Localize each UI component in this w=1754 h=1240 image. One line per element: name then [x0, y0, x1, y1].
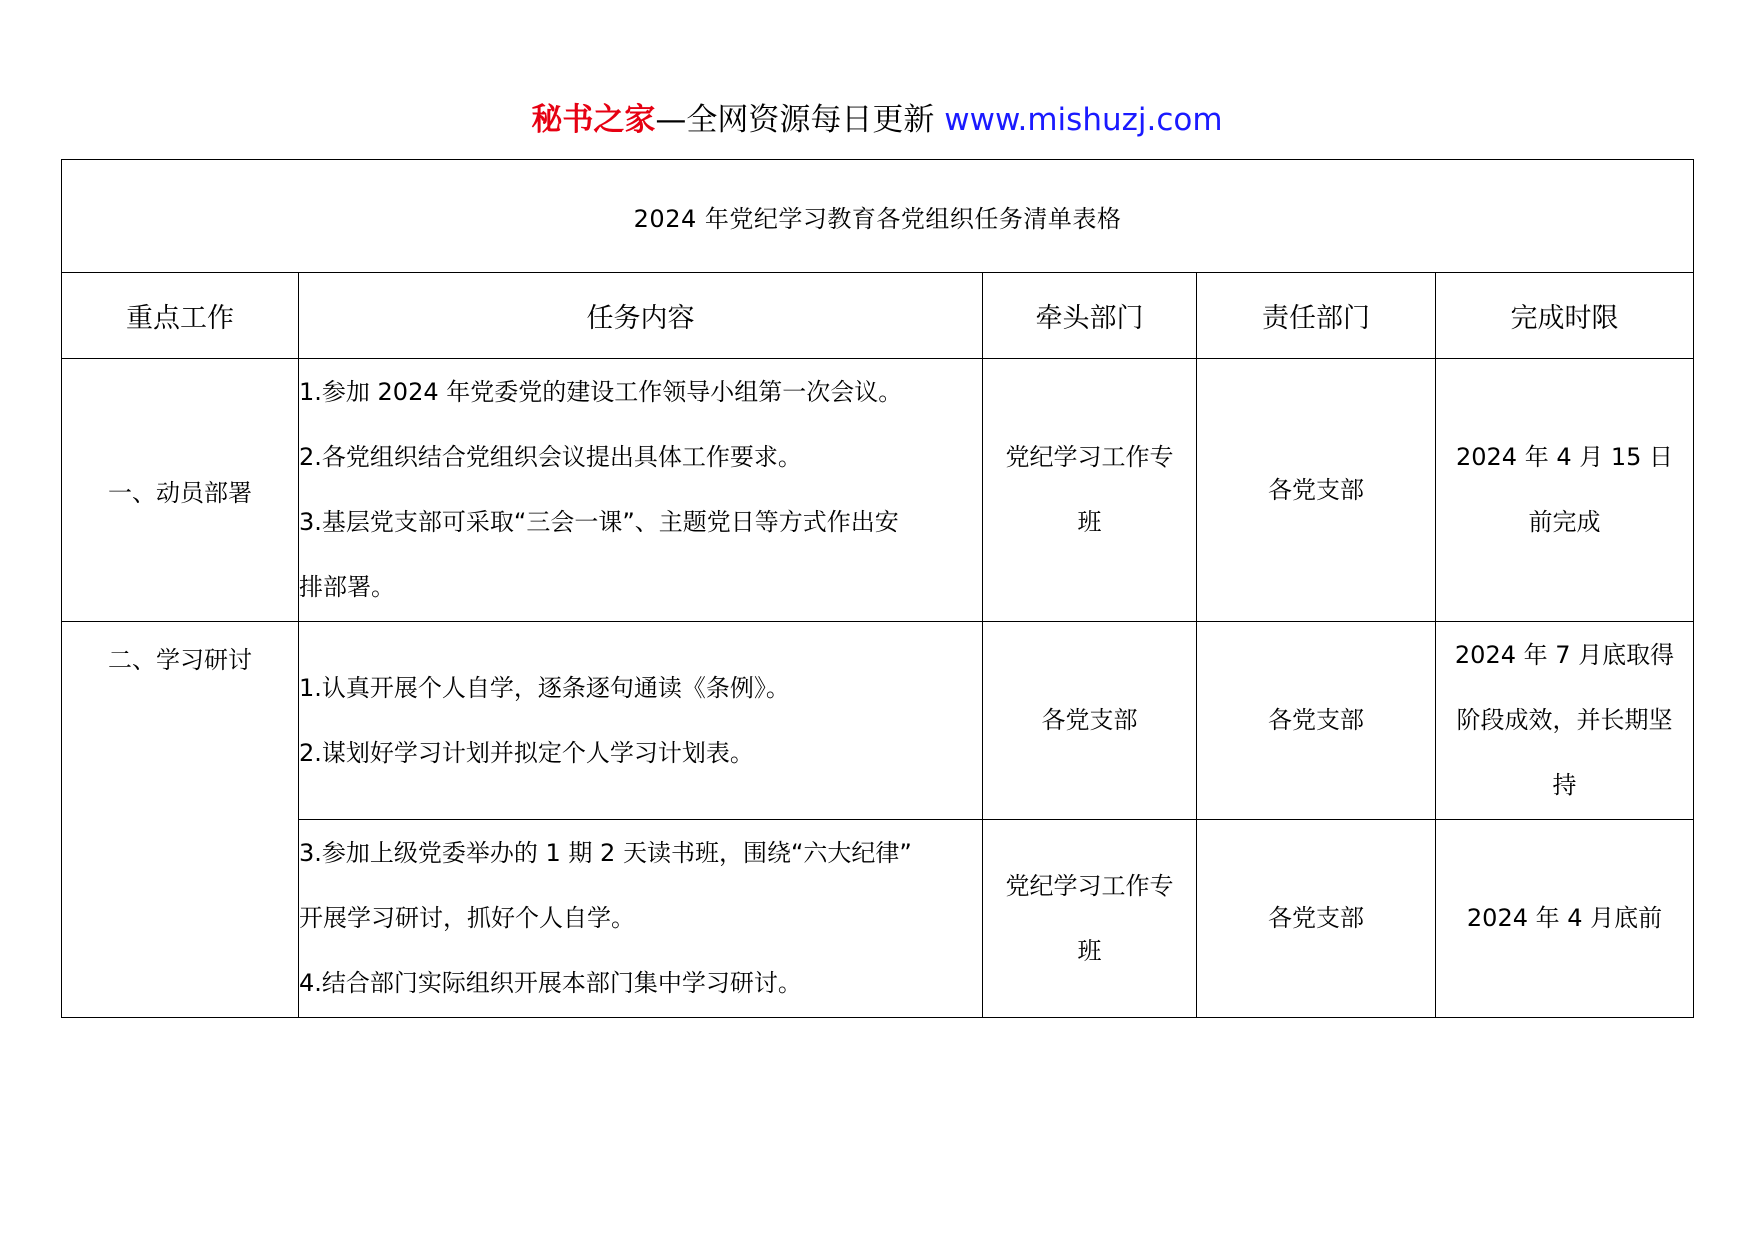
deadline-text: 持	[1552, 771, 1577, 799]
task-item: 开展学习研讨，抓好个人自学。	[299, 904, 635, 932]
key-work-cell: 一、动员部署	[62, 359, 299, 622]
task-item: 3.基层党支部可采取“三会一课”、主题党日等方式作出安	[299, 508, 899, 536]
column-header-resp-dept: 责任部门	[1197, 273, 1436, 359]
site-brand: 秘书之家	[531, 102, 656, 138]
task-item: 2.各党组织结合党组织会议提出具体工作要求。	[299, 443, 802, 471]
resp-dept-cell: 各党支部	[1197, 622, 1436, 820]
key-work-cell: 二、学习研讨	[62, 622, 299, 1018]
task-list-table	[61, 159, 1694, 1018]
column-header-task-content: 任务内容	[299, 273, 983, 359]
lead-dept-text: 班	[1077, 508, 1102, 536]
deadline-cell	[1436, 359, 1694, 622]
task-item: 排部署。	[299, 573, 395, 601]
deadline-text: 2024 年 4 月 15 日	[1456, 443, 1674, 471]
table-row	[62, 622, 1694, 820]
table-title-row	[62, 160, 1694, 273]
column-header-lead-dept: 牵头部门	[983, 273, 1197, 359]
deadline-text: 2024 年 7 月底取得	[1454, 641, 1675, 669]
task-item: 1.参加 2024 年党委党的建设工作领导小组第一次会议。	[299, 378, 903, 406]
task-item: 1.认真开展个人自学，逐条逐句通读《条例》。	[299, 673, 790, 702]
lead-dept-cell	[983, 622, 1197, 820]
task-content-cell	[299, 359, 983, 622]
site-tagline: —全网资源每日更新	[655, 102, 935, 138]
deadline-text: 2024 年 4 月底前	[1466, 904, 1663, 932]
task-item: 2.谋划好学习计划并拟定个人学习计划表。	[299, 738, 754, 767]
lead-dept-cell	[983, 820, 1197, 1018]
table-row	[62, 359, 1694, 622]
task-item: 3.参加上级党委举办的 1 期 2 天读书班，围绕“六大纪律”	[299, 839, 912, 867]
table-row	[62, 820, 1694, 1018]
task-content-cell	[299, 820, 983, 1018]
table-header-row	[62, 273, 1694, 359]
deadline-text: 前完成	[1528, 508, 1601, 536]
lead-dept-text: 党纪学习工作专	[1005, 871, 1174, 900]
task-content-cell	[299, 622, 983, 820]
lead-dept-text: 班	[1077, 936, 1102, 965]
column-header-key-work: 重点工作	[62, 273, 299, 359]
task-item: 4.结合部门实际组织开展本部门集中学习研讨。	[299, 969, 802, 997]
resp-dept-cell: 各党支部	[1197, 820, 1436, 1018]
site-url-link[interactable]: www.mishuzj.com	[944, 102, 1223, 138]
deadline-cell	[1436, 622, 1694, 820]
table-title: 2024 年党纪学习教育各党组织任务清单表格	[62, 160, 1694, 273]
site-header	[0, 100, 1754, 140]
column-header-deadline: 完成时限	[1436, 273, 1694, 359]
lead-dept-text: 各党支部	[1041, 706, 1138, 734]
lead-dept-cell	[983, 359, 1197, 622]
deadline-cell	[1436, 820, 1694, 1018]
lead-dept-text: 党纪学习工作专	[1005, 443, 1174, 471]
resp-dept-cell: 各党支部	[1197, 359, 1436, 622]
deadline-text: 阶段成效，并长期坚	[1456, 706, 1673, 734]
